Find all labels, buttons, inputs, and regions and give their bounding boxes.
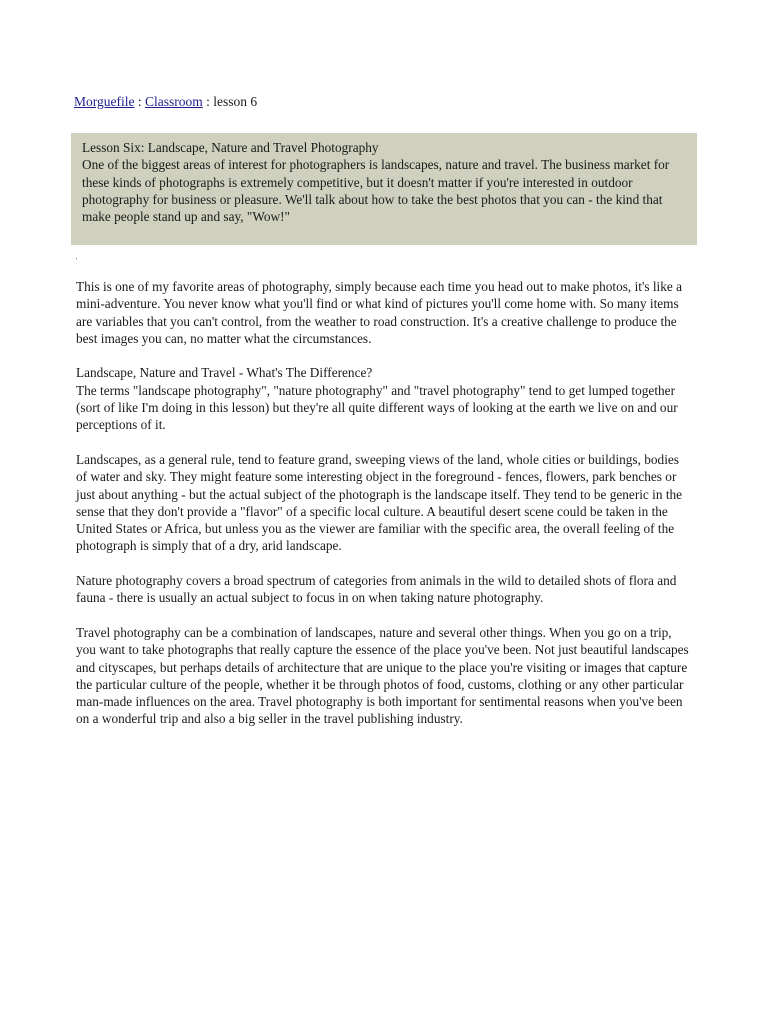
- breadcrumb: [74, 93, 257, 110]
- stray-mark: ˈ: [75, 257, 79, 268]
- breadcrumb-separator: :: [134, 94, 146, 109]
- lesson-intro-text: One of the biggest areas of interest for photographers is landscapes, nature and travel. The business market for these kinds of photographs is extremely competitive, but it doesn't matter if you're interested in outdoor photography for business or pleasure. We'll talk about how to take the best photos that you can - the kind that make people stand up and say, "Wow!": [82, 157, 670, 225]
- lesson-title: Lesson Six: Landscape, Nature and Travel Photography: [82, 140, 379, 155]
- breadcrumb-current: lesson 6: [213, 94, 258, 109]
- breadcrumb-link-morguefile[interactable]: Morguefile: [74, 94, 135, 109]
- paragraph-intro: This is one of my favorite areas of photography, simply because each time you head out to make photos, it's like a mini-adventure. You never know what you'll find or what kind of pictures you'll come home with. So many items are variables that you can't control, from the weather to road construction. It's a creative challenge to produce the best images you can, no matter what the circumstances.: [76, 279, 683, 346]
- lesson-intro-box: [71, 133, 697, 245]
- paragraph-nature: Nature photography covers a broad spectrum of categories from animals in the wild to detailed shots of flora and fauna - there is usually an actual subject to focus in on when taking nature photography.: [76, 573, 677, 606]
- breadcrumb-link-classroom[interactable]: Classroom: [145, 94, 203, 109]
- lesson-content: [76, 278, 692, 745]
- breadcrumb-separator: :: [202, 94, 214, 109]
- paragraph-landscapes: Landscapes, as a general rule, tend to feature grand, sweeping views of the land, whole cities or buildings, bodies of water and sky. They might feature some interesting object in the foreground - fences, flowers, park benches or just about anything - but the actual subject of the photograph is the landscape itself. They tend to be generic in the sense that they don't provide a "flavor" of a specific local culture. A beautiful desert scene could be taken in the United States or Africa, but unless you as the viewer are familiar with the specific area, the overall feeling of the photograph is simply that of a dry, arid landscape.: [76, 451, 683, 554]
- paragraph-difference: The terms "landscape photography", "nature photography" and "travel photography" tend to get lumped together (sort of like I'm doing in this lesson) but they're all quite different ways of looking at the earth we live on and our perceptions of it.: [76, 382, 678, 433]
- section-heading: Landscape, Nature and Travel - What's The Difference?: [76, 365, 373, 381]
- section-block: [76, 364, 692, 433]
- paragraph-travel: Travel photography can be a combination of landscapes, nature and several other things. When you go on a trip, you want to take photographs that really capture the essence of the place you've been. Not just beautiful landscapes and cityscapes, but perhaps details of architecture that are unique to the place you're visiting or images that capture the particular culture of the people, whether it be through photos of food, customs, clothing or any other particular man-made influences on the area. Travel photography is both important for sentimental reasons when you've been on a wonderful trip and also a big seller in the travel publishing industry.: [76, 624, 689, 727]
